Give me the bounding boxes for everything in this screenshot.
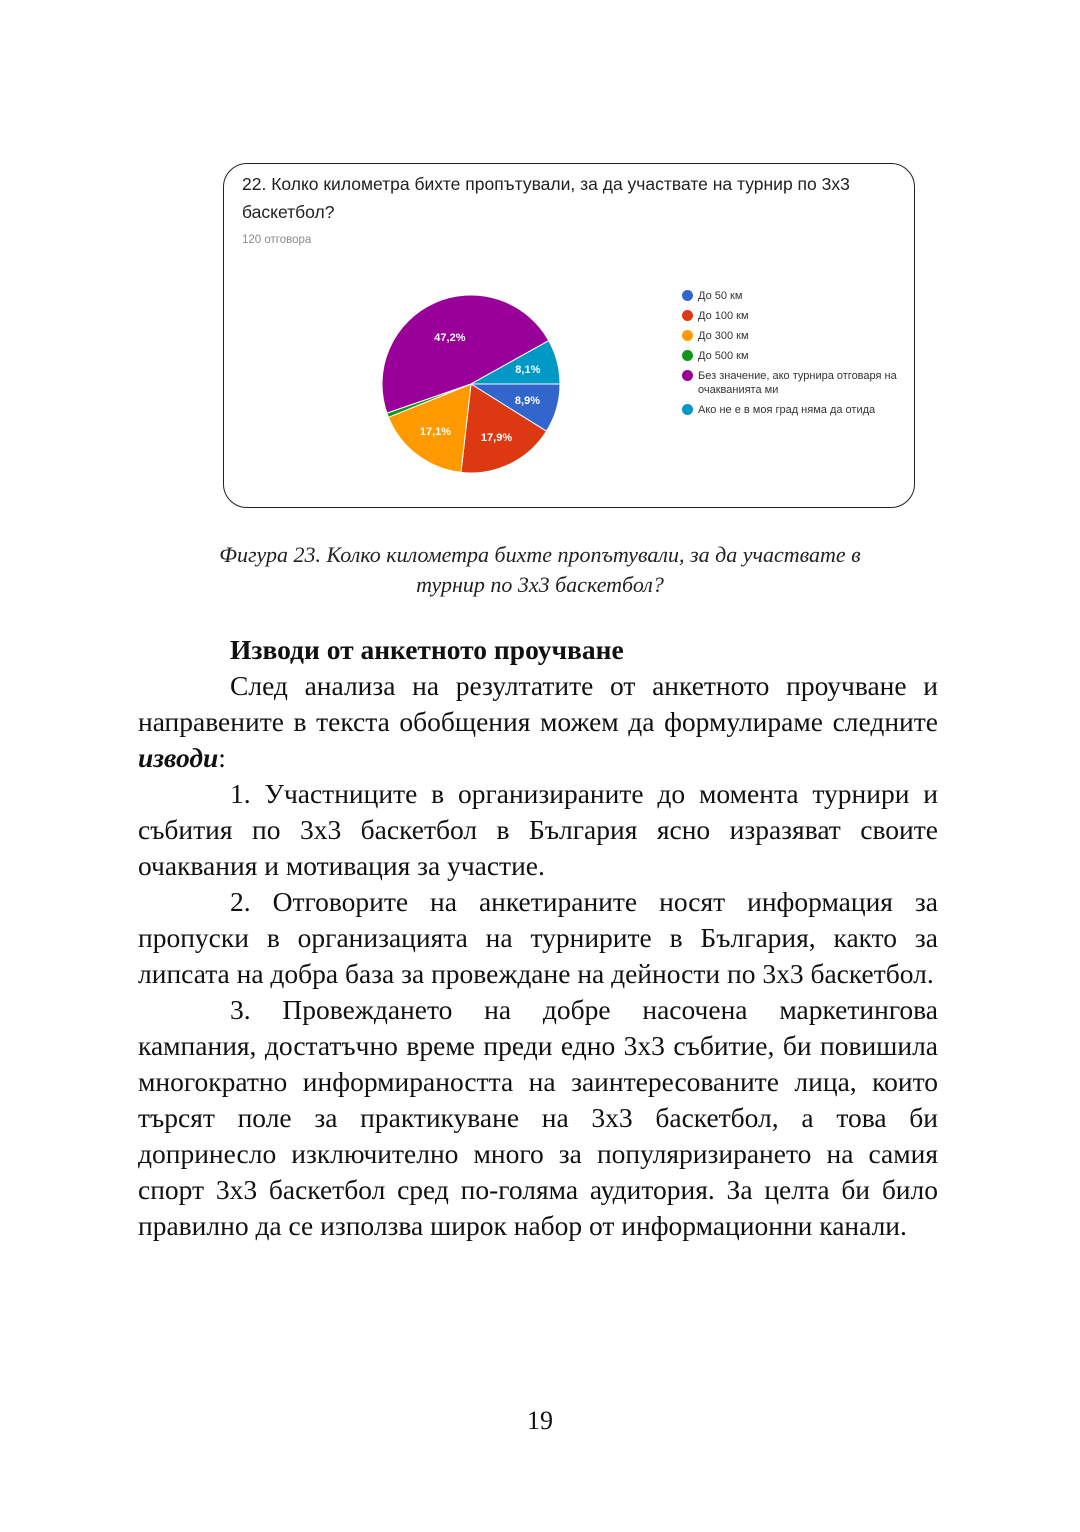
legend-dot-icon <box>682 310 693 321</box>
legend-dot-icon <box>682 290 693 301</box>
slice-label: 47,2% <box>434 331 466 344</box>
responses-count: 120 отговора <box>242 234 312 246</box>
section-heading: Изводи от анкетното проучване <box>230 634 624 665</box>
conclusion-item-2: 2. Отговорите на анкетираните носят информация за пропуски в организацията на турнирите в България, както за липсата на добра база за провеждане на дейности по 3х3 баскетбол. <box>138 886 938 989</box>
chart-legend <box>682 289 912 423</box>
conclusion-item-1: 1. Участниците в организираните до момента турнири и събития по 3х3 баскетбол в България ясно изразяват своите очаквания и мотивация за участие. <box>138 778 938 881</box>
slice-label: 17,1% <box>419 425 452 438</box>
legend-item <box>682 289 912 303</box>
legend-dot-icon <box>682 404 693 415</box>
legend-item <box>682 309 912 323</box>
legend-item <box>682 349 912 363</box>
caption-line-1: Фигура 23. Колко километра бихте пропътували, за да участвате в <box>219 542 861 567</box>
page-number: 19 <box>527 1406 553 1435</box>
intro-text: След анализа на резултатите от анкетното проучване и направените в текста обобщения можем да формулираме следните <box>138 670 938 737</box>
legend-dot-icon <box>682 370 693 381</box>
legend-label: До 300 км <box>698 330 749 342</box>
conclusions-section <box>138 632 938 1244</box>
legend-label: До 500 км <box>698 350 749 362</box>
legend-label: Ако не е в моя град няма да отида <box>698 404 876 416</box>
slice-label: 8,1% <box>515 364 541 377</box>
chart-card <box>223 163 915 508</box>
intro-end: : <box>218 742 226 773</box>
legend-item <box>682 329 912 343</box>
legend-label: Без значение, ако турнира отговаря на очакванията ми <box>698 370 897 396</box>
conclusion-item-3: 3. Провеждането на добре насочена маркетингова кампания, достатъчно време преди едно 3х3 събитие, би повишила многократно информираността на заинтересованите лица, които търсят поле за практикуване на 3х3 баскетбол, а това би допринесло изключително много за популяризирането на самия спорт 3х3 баскетбол сред по-голяма аудитория. За целта би било правилно да се използва широк набор от информационни канали. <box>138 994 938 1241</box>
legend-item <box>682 403 912 417</box>
legend-dot-icon <box>682 330 693 341</box>
legend-dot-icon <box>682 350 693 361</box>
slice-label: 8,9% <box>514 395 540 408</box>
legend-label: До 100 км <box>698 310 749 322</box>
caption-line-2: турнир по 3х3 баскетбол? <box>416 572 664 597</box>
slice-label: 17,9% <box>480 431 513 444</box>
intro-emphasis: изводи <box>138 742 219 773</box>
chart-title: 22. Колко километра бихте пропътували, за да участвате на турнир по 3х3 баскетбол? <box>242 174 850 222</box>
figure-caption <box>140 540 940 600</box>
legend-item <box>682 369 912 397</box>
legend-label: До 50 км <box>698 290 743 302</box>
intro-paragraph <box>138 668 938 776</box>
